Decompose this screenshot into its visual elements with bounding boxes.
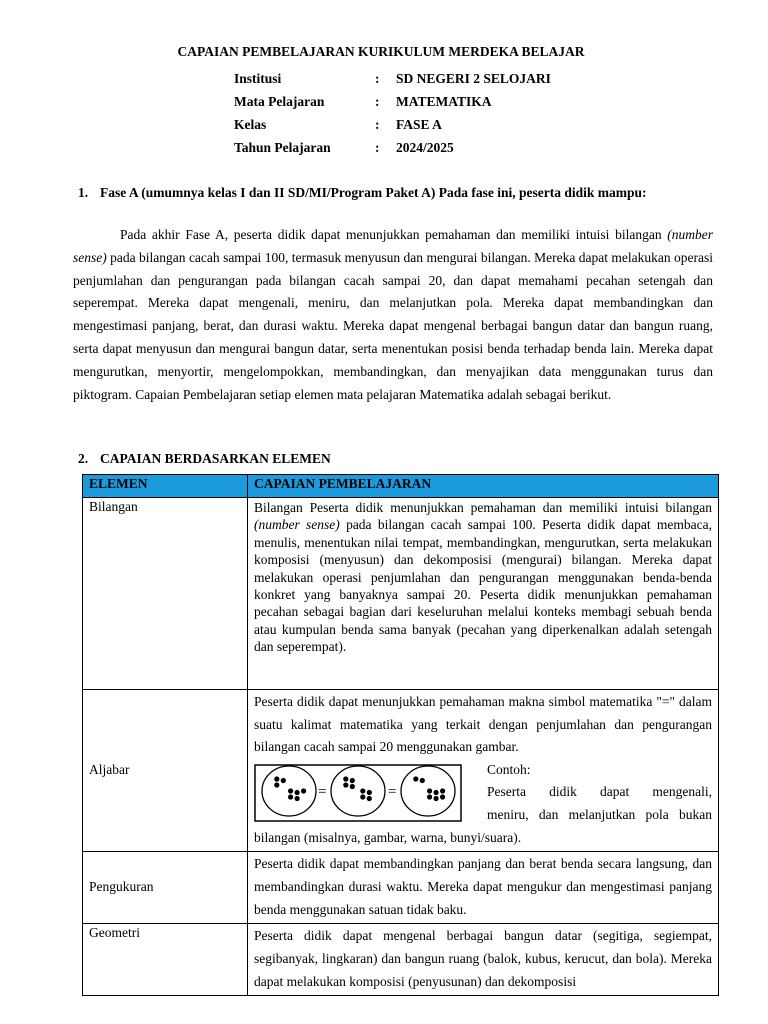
pattern-dot: [367, 790, 372, 795]
pattern-dot: [440, 794, 445, 799]
cell-capaian: [248, 690, 719, 852]
pattern-dot: [274, 776, 279, 781]
meta-row-institusi: [234, 67, 551, 90]
pattern-dot: [301, 788, 306, 793]
pattern-dot: [367, 796, 372, 801]
section-number: 2.: [78, 451, 89, 466]
cell-text: meniru, dan melanjutkan pola bukan: [487, 806, 712, 822]
pattern-dot: [427, 794, 432, 799]
document-meta: [234, 67, 551, 159]
pattern-dot: [420, 778, 425, 783]
meta-label: Kelas: [234, 117, 267, 132]
pattern-dot: [413, 776, 418, 781]
cell-elemen: Bilangan: [83, 498, 248, 690]
meta-value: MATEMATIKA: [396, 94, 492, 109]
meta-label: Mata Pelajaran: [234, 94, 325, 109]
table-header-row: [83, 475, 719, 498]
aljabar-side-text: [487, 759, 712, 827]
pattern-dot: [295, 796, 300, 801]
table-row: [83, 690, 719, 852]
cell-elemen: Aljabar: [83, 690, 248, 852]
para-italic: (number sense): [73, 227, 713, 265]
cell-elemen: Pengukuran: [83, 852, 248, 924]
pattern-dot: [343, 776, 348, 781]
col-header-capaian: CAPAIAN PEMBELAJARAN: [248, 475, 719, 498]
pattern-dot: [350, 784, 355, 789]
cell-capaian: Peserta didik dapat membandingkan panjang dan berat benda secara langsung, dan membandingkan durasi waktu. Mereka dapat mengukur dan mengestimasi panjang benda menggunakan satuan tidak baku.: [248, 852, 719, 924]
cell-text: Peserta didik dapat menunjukkan pemahaman makna simbol matematika "=" dalam suatu kalimat matematika yang terkait dengan penjumlahan dan pengurangan bilangan cacah sampai 20 menggunakan gambar.: [254, 694, 712, 755]
table-row: [83, 852, 719, 924]
cell-text: Peserta didik dapat mengenali,: [487, 784, 712, 800]
meta-row-tahun: [234, 136, 551, 159]
cell-capaian: [248, 498, 719, 690]
meta-sep: :: [375, 117, 380, 132]
cell-elemen: Geometri: [83, 924, 248, 996]
cell-text: Bilangan Peserta didik menunjukkan pemahaman dan memiliki intuisi bilangan: [254, 500, 712, 515]
meta-row-mapel: [234, 90, 551, 113]
table-row: [83, 498, 719, 690]
pattern-dot: [288, 788, 293, 793]
cell-italic: (number sense): [254, 517, 340, 533]
cell-capaian: Peserta didik dapat mengenal berbagai bangun datar (segitiga, segiempat, segibanyak, lingkaran) dan bangun ruang (balok, kubus, kerucut, dan bola). Mereka dapat melakukan komposisi (penyusunan) dan dekomposisi: [248, 924, 719, 996]
section-number: 1.: [78, 185, 89, 200]
document-title: CAPAIAN PEMBELAJARAN KURIKULUM MERDEKA BELAJAR: [177, 44, 585, 59]
pattern-dot: [360, 794, 365, 799]
section-heading-text: CAPAIAN BERDASARKAN ELEMEN: [100, 451, 331, 466]
meta-label: Tahun Pelajaran: [234, 140, 331, 155]
meta-value: FASE A: [396, 117, 442, 132]
cell-text: pada bilangan cacah sampai 100. Peserta didik dapat membaca, menulis, menentukan nilai tempat, membandingkan, mengurutkan, serta melakukan komposisi (menyusun) dan dekomposisi (mengurai) bilangan. Mereka dapat melakukan operasi penjumlahan dan pengurangan menggunakan benda-benda konkret yang banyaknya sampai 20. Peserta didik menunjukkan pemahaman pecahan sebagai bagian dari keseluruhan melalui konteks membagi sebuah benda atau kumpulan benda sama banyak (pecahan yang diperkenalkan adalah setengah dan seperempat).: [254, 517, 712, 655]
pattern-dots: [274, 776, 445, 801]
meta-row-kelas: [234, 113, 551, 136]
meta-value: SD NEGERI 2 SELOJARI: [396, 71, 551, 86]
pattern-example-image: [254, 761, 479, 827]
pattern-dot: [281, 778, 286, 783]
elemen-table: [82, 474, 719, 996]
section-1-heading: [78, 181, 714, 204]
pattern-dot: [434, 796, 439, 801]
pattern-dot: [350, 778, 355, 783]
meta-sep: :: [375, 140, 380, 155]
meta-sep: :: [375, 71, 380, 86]
pattern-dot: [343, 782, 348, 787]
para-text: pada bilangan cacah sampai 100, termasuk menyusun dan mengurai bilangan. Mereka dapat melakukan operasi penjumlahan dan pengurangan pada bilangan cacah sampai 20, dan dapat memahami pecahan setengah dan seperempat. Mereka dapat mengenali, meniru, dan melanjutkan pola. Mereka dapat membandingkan dan mengestimasi panjang, berat, dan durasi waktu. Mereka dapat mengenal berbagai bangun datar dan bangun ruang, serta dapat menyusun dan mengurai bangun datar, serta menentukan posisi benda terhadap benda lain. Mereka dapat mengurutkan, menyortir, mengelompokkan, membandingkan, dan menyajikan data menggunakan turus dan piktogram. Capaian Pembelajaran setiap elemen mata pelajaran Matematika adalah sebagai berikut.: [73, 249, 713, 402]
cell-text: bilangan (misalnya, gambar, warna, bunyi/suara).: [254, 829, 522, 845]
section-heading-text: Fase A (umumnya kelas I dan II SD/MI/Program Paket A) Pada fase ini, peserta didik mampu:: [100, 185, 647, 200]
pattern-dot: [427, 788, 432, 793]
equals-sign: =: [388, 783, 397, 800]
col-header-elemen: ELEMEN: [83, 475, 248, 498]
pattern-dot: [295, 790, 300, 795]
section-2-heading: [78, 451, 331, 467]
pattern-dot: [274, 782, 279, 787]
meta-sep: :: [375, 94, 380, 109]
pattern-dot: [440, 788, 445, 793]
pattern-dot: [360, 788, 365, 793]
pattern-dot: [288, 794, 293, 799]
section-1-paragraph: [73, 224, 713, 406]
table-row: [83, 924, 719, 996]
pattern-dot: [434, 790, 439, 795]
contoh-label: Contoh:: [487, 761, 531, 777]
meta-value: 2024/2025: [396, 140, 454, 155]
para-text: Pada akhir Fase A, peserta didik dapat menunjukkan pemahaman dan memiliki intuisi bilangan: [120, 227, 668, 242]
meta-label: Institusi: [234, 71, 282, 86]
aljabar-example: [254, 759, 712, 827]
equals-sign: =: [318, 783, 327, 800]
